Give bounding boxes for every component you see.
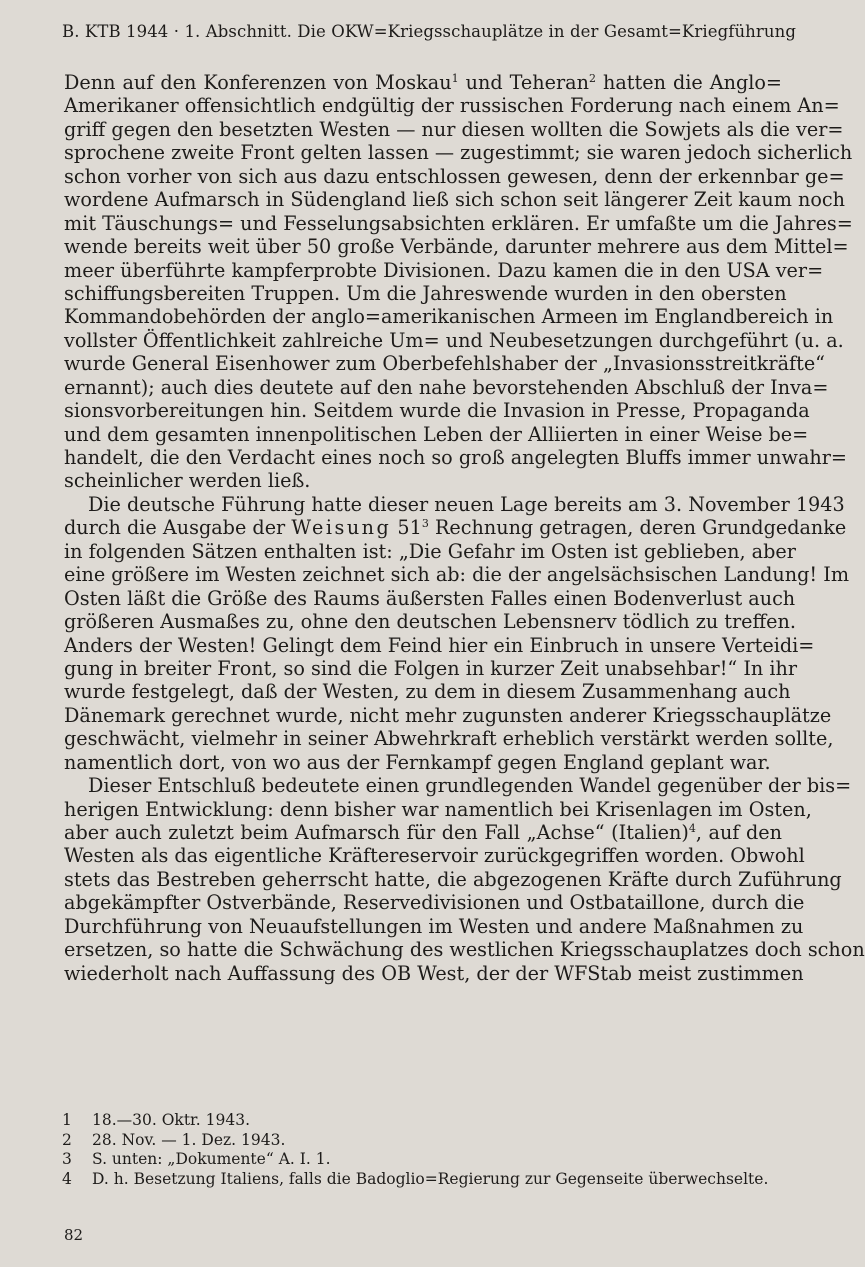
text-line: schiffungsbereiten Truppen. Um die Jahreswende wurden in den obersten [64, 281, 787, 305]
text-line: gung in breiter Front, so sind die Folgen in kurzer Zeit unabsehbar!“ In ihr [64, 656, 798, 680]
footnote-ref-1[interactable]: 1 [451, 72, 459, 85]
footnote-text: 18.—30. Oktr. 1943. [92, 1111, 250, 1129]
text-line: durch die Ausgabe der Weisung $51^3$ Rechnung getragen, deren Grundgedanke [64, 516, 847, 540]
text-line: scheinlicher werden ließ. [64, 469, 311, 493]
text-line: schon vorher von sich aus dazu entschlossen gewesen, denn der erkennbar ge= [64, 164, 845, 188]
text-line: ernannt); auch dies deutete auf den nahe bevorstehenden Abschluß der Inva= [64, 375, 829, 399]
footnote-1 [62, 1111, 782, 1131]
text-line: aber auch zuletzt beim Aufmarsch für den Fall „Achse“ (Italien)$^4$, auf den [64, 821, 782, 844]
text-line: meer überführte kampferprobte Divisionen. Dazu kamen die in den USA ver= [64, 258, 824, 282]
footnote-text: S. unten: „Dokumente“ A. I. 1. [92, 1150, 331, 1169]
text-line: Westen als das eigentliche Kräftereservoir zurückgegriffen worden. Obwohl [64, 844, 805, 868]
running-head: B. KTB 1944 · 1. Abschnitt. Die OKW=Kriegsschauplätze in der Gesamt=Kriegführung [62, 22, 796, 41]
text-line: griff gegen den besetzten Westen — nur diesen wollten die Sowjets als die ver= [64, 117, 844, 141]
footnote-2 [62, 1131, 782, 1151]
text-line: Dieser Entschluß bedeutete einen grundlegenden Wandel gegenüber der bis= [88, 774, 852, 798]
text-line: Amerikaner offensichtlich endgültig der russischen Forderung nach einem An= [64, 94, 840, 118]
footnote-text: 28. Nov. — 1. Dez. 1943. [92, 1130, 286, 1149]
text-line: in folgenden Sätzen enthalten ist: „Die Gefahr im Osten ist geblieben, aber [64, 539, 796, 563]
footnote-number: 3 [62, 1150, 72, 1169]
text-line: Anders der Westen! Gelingt dem Feind hier ein Einbruch in unsere Verteidi= [64, 633, 815, 657]
text-line: größeren Ausmaßes zu, ohne den deutschen Lebensnerv tödlich zu treffen. [64, 610, 796, 634]
text-line: wurde General Eisenhower zum Oberbefehlshaber der „Invasionsstreitkräfte“ [64, 352, 825, 376]
text-line: wiederholt nach Auffassung des OB West, der der WFStab meist zustimmen [64, 961, 804, 985]
footnote-4 [62, 1170, 782, 1190]
text-line: handelt, die den Verdacht eines noch so groß angelegten Bluffs immer unwahr= [64, 446, 847, 469]
footnote-number: 4 [62, 1169, 72, 1188]
footnote-number: 1 [62, 1111, 72, 1129]
text-line: mit Täuschungs= und Fesselungsabsichten erklären. Er umfaßte um die Jahres= [64, 211, 853, 235]
footnote-ref-2[interactable]: 2 [588, 72, 596, 85]
text-line: Denn auf den Konferenzen von Moskau$^1$ und Teheran$^2$ hatten die Anglo= [64, 71, 782, 94]
footnotes [62, 1111, 782, 1189]
text-line: ersetzen, so hatte die Schwächung des westlichen Kriegsschauplatzes doch schon [64, 938, 865, 962]
text-line: und dem gesamten innenpolitischen Leben der Alliierten in einer Weise be= [64, 422, 809, 446]
footnote-3 [62, 1150, 782, 1170]
text-line: geschwächt, vielmehr in seiner Abwehrkraft erheblich verstärkt werden sollte, [64, 727, 834, 751]
body-text [64, 71, 865, 985]
page-number: 82 [64, 1226, 84, 1244]
footnote-text: D. h. Besetzung Italiens, falls die Badoglio=Regierung zur Gegenseite überwechselte. [92, 1169, 769, 1188]
paragraph-2 [64, 492, 850, 774]
text-line: Dänemark gerechnet wurde, nicht mehr zugunsten anderer Kriegsschauplätze [64, 703, 832, 727]
text-line: vollster Öffentlichkeit zahlreiche Um= und Neubesetzungen durchgeführt (u. a. [64, 328, 844, 352]
text-line: Kommandobehörden der anglo=amerikanischen Armeen im Englandbereich in [64, 305, 834, 329]
text-line: sprochene zweite Front gelten lassen — zugestimmt; sie waren jedoch sicherlich [64, 141, 853, 165]
text-line: abgekämpfter Ostverbände, Reservedivisionen und Ostbataillone, durch die [64, 891, 805, 915]
text-line: Durchführung von Neuaufstellungen im Westen und andere Maßnahmen zu [64, 914, 804, 938]
text-line: Die deutsche Führung hatte dieser neuen Lage bereits am 3. November 1943 [88, 492, 845, 516]
weisung-emphasis: Weisung [291, 516, 392, 540]
text-line: Osten läßt die Größe des Raums äußersten Falles einen Bodenverlust auch [64, 586, 796, 610]
footnote-ref-4[interactable]: 4 [688, 822, 696, 835]
text-line: herigen Entwicklung: denn bisher war namentlich bei Krisenlagen im Osten, [64, 797, 812, 821]
text-line: wurde festgelegt, daß der Westen, zu dem in diesem Zusammenhang auch [64, 680, 791, 704]
text-line: wordene Aufmarsch in Südengland ließ sich schon seit längerer Zeit kaum noch [64, 188, 846, 212]
footnote-ref-3[interactable]: 3 [421, 517, 429, 531]
text-line: wende bereits weit über 50 große Verbände, darunter mehrere aus dem Mittel= [64, 235, 849, 259]
paragraph-3 [64, 774, 865, 985]
text-line: stets das Bestreben geherrscht hatte, die abgezogenen Kräfte durch Zuführung [64, 867, 842, 891]
text-line: namentlich dort, von wo aus der Fernkampf gegen England geplant war. [64, 750, 771, 774]
footnote-number: 2 [62, 1130, 72, 1149]
paragraph-1 [64, 71, 853, 493]
text-line: sionsvorbereitungen hin. Seitdem wurde die Invasion in Presse, Propaganda [64, 399, 810, 423]
text-line: eine größere im Westen zeichnet sich ab: die der angelsächsischen Landung! Im [64, 563, 850, 587]
